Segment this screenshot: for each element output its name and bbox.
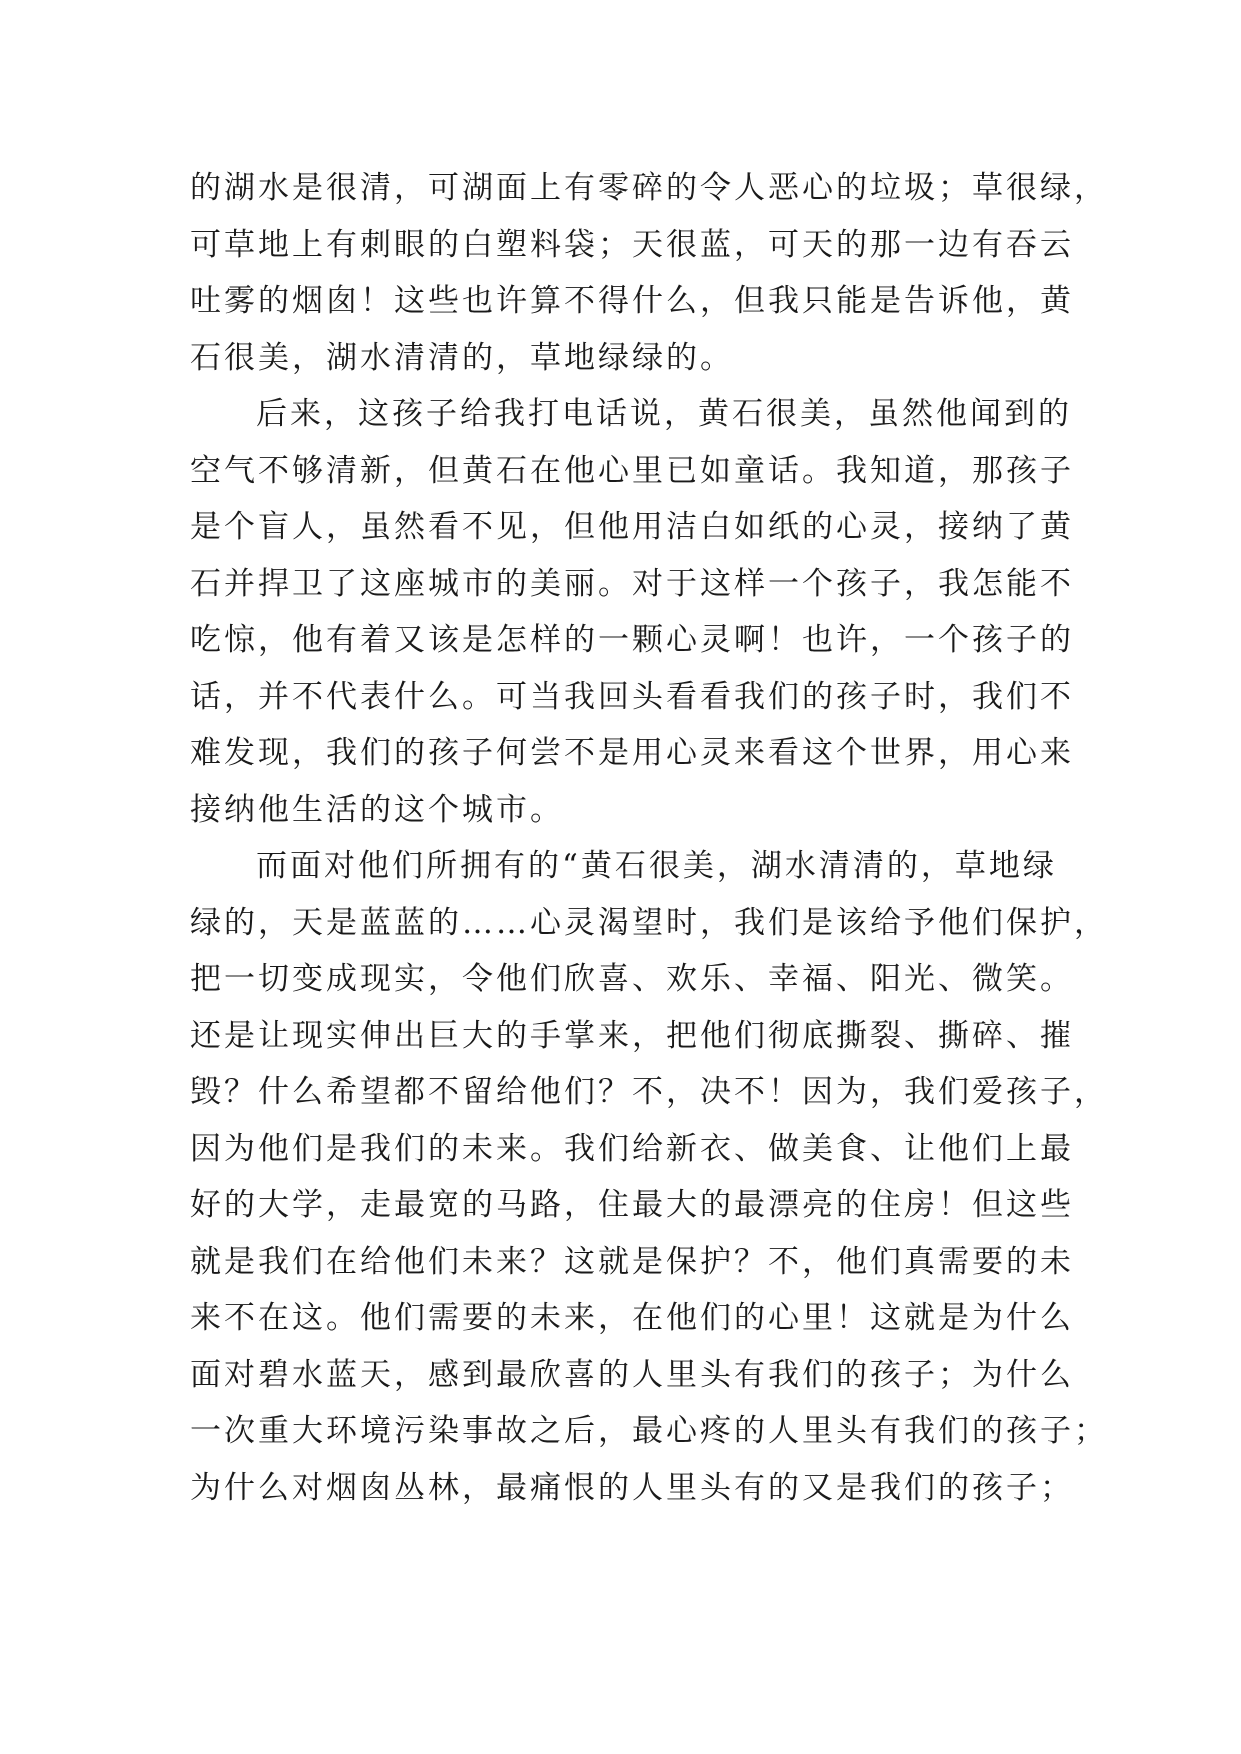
text-line: 接纳他生活的这个城市。 <box>190 791 564 828</box>
text-line: 石很美，湖水清清的，草地绿绿的。 <box>190 339 734 376</box>
text-line: 吃惊，他有着又该是怎样的一颗心灵啊！也许，一个孩子的 <box>190 622 1074 658</box>
paragraph-start-line: 而面对他们所拥有的“黄石很美，湖水清清的，草地绿 <box>256 848 1057 884</box>
text-line: 好的大学，走最宽的马路，住最大的最漂亮的住房！但这些 <box>190 1187 1074 1223</box>
text-line: 的湖水是很清，可湖面上有零碎的令人恶心的垃圾；草很绿， <box>190 170 1108 206</box>
text-line: 为什么对烟囱丛林，最痛恨的人里头有的又是我们的孩子； <box>190 1469 1074 1506</box>
text-line: 可草地上有刺眼的白塑料袋；天很蓝，可天的那一边有吞云 <box>190 226 1074 263</box>
text-line: 面对碧水蓝天，感到最欣喜的人里头有我们的孩子；为什么 <box>190 1356 1074 1393</box>
text-line: 绿的，天是蓝蓝的……心灵渴望时，我们是该给予他们保护， <box>190 904 1108 941</box>
text-line: 就是我们在给他们未来？这就是保护？不，他们真需要的未 <box>190 1243 1074 1280</box>
text-line: 来不在这。他们需要的未来，在他们的心里！这就是为什么 <box>190 1300 1074 1336</box>
body-text <box>190 160 1108 1516</box>
text-line: 还是让现实伸出巨大的手掌来，把他们彻底撕裂、撕碎、摧 <box>190 1017 1074 1054</box>
text-line: 是个盲人，虽然看不见，但他用洁白如纸的心灵，接纳了黄 <box>190 509 1074 545</box>
text-line: 石并捍卫了这座城市的美丽。对于这样一个孩子，我怎能不 <box>190 565 1074 602</box>
text-line: 空气不够清新，但黄石在他心里已如童话。我知道，那孩子 <box>190 452 1074 489</box>
text-line: 吐雾的烟囱！这些也许算不得什么，但我只能是告诉他，黄 <box>190 283 1074 319</box>
paragraph-start-line: 后来，这孩子给我打电话说，黄石很美，虽然他闻到的 <box>256 396 1072 432</box>
text-line: 把一切变成现实，令他们欣喜、欢乐、幸福、阳光、微笑。 <box>190 961 1074 997</box>
text-line: 难发现，我们的孩子何尝不是用心灵来看这个世界，用心来 <box>190 735 1074 771</box>
text-line: 一次重大环境污染事故之后，最心疼的人里头有我们的孩子； <box>190 1413 1108 1449</box>
text-line: 毁？什么希望都不留给他们？不，决不！因为，我们爱孩子， <box>190 1074 1108 1110</box>
text-line: 因为他们是我们的未来。我们给新衣、做美食、让他们上最 <box>190 1130 1074 1167</box>
text-line: 话，并不代表什么。可当我回头看看我们的孩子时，我们不 <box>190 678 1074 715</box>
